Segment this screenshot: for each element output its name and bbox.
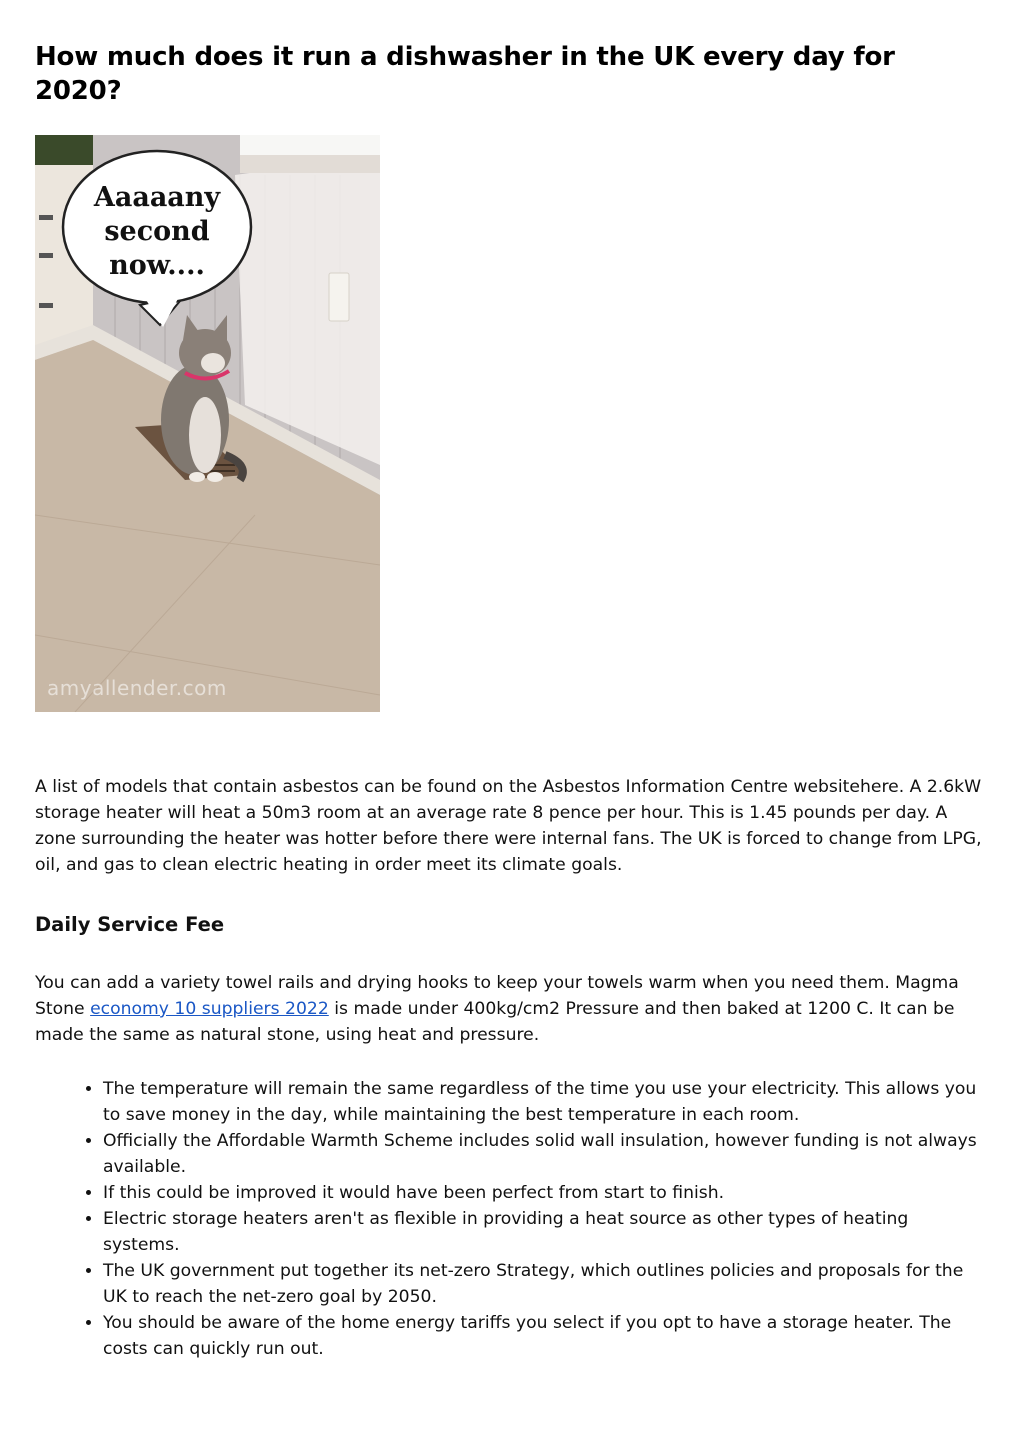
- paragraph-text: is made under 400kg/cm2 Pressure and then baked at 1200 C. It can be made the same as natural stone, using heat and pressure.: [35, 999, 955, 1045]
- speech-bubble-text: [69, 181, 245, 283]
- photo-watermark: amyallender.com: [47, 676, 227, 700]
- list-item: • The UK government put together its net-zero Strategy, which outlines policies and proposals for the UK to reach the net-zero goal by 2050.: [103, 1258, 990, 1310]
- speech-bubble-line: second: [104, 216, 210, 247]
- list-item: • Officially the Affordable Warmth Scheme includes solid wall insulation, however funding is not always available.: [103, 1128, 990, 1180]
- paragraph-text: You can add a variety towel rails and drying hooks to keep your towels warm when you need them. Magma Stone: [35, 973, 959, 1019]
- speech-bubble-line: now....: [109, 250, 205, 281]
- cat-photo: [35, 135, 380, 712]
- list-item: • If this could be improved it would have been perfect from start to finish.: [103, 1180, 990, 1206]
- body-paragraph: [35, 970, 990, 1048]
- economy-10-suppliers-link[interactable]: economy 10 suppliers 2022: [90, 999, 329, 1019]
- bullet-list: [35, 1076, 990, 1362]
- speech-bubble-line: Aaaaany: [93, 182, 221, 213]
- article: [35, 0, 990, 1362]
- page-title: How much does it run a dishwasher in the UK every day for 2020?: [35, 42, 895, 106]
- list-item: • The temperature will remain the same regardless of the time you use your electricity. This allows you to save money in the day, while maintaining the best temperature in each room.: [103, 1076, 990, 1128]
- list-item: • You should be aware of the home energy tariffs you select if you opt to have a storage heater. The costs can quickly run out.: [103, 1310, 990, 1362]
- section-heading: Daily Service Fee: [35, 913, 225, 936]
- intro-paragraph: A list of models that contain asbestos can be found on the Asbestos Information Centre websitehere. A 2.6kW storage heater will heat a 50m3 room at an average rate 8 pence per hour. This is 1.45 pounds per day. A zone surrounding the heater was hotter before there were internal fans. The UK is forced to change from LPG, oil, and gas to clean electric heating in order meet its climate goals.: [35, 777, 982, 875]
- list-item: • Electric storage heaters aren't as flexible in providing a heat source as other types of heating systems.: [103, 1206, 990, 1258]
